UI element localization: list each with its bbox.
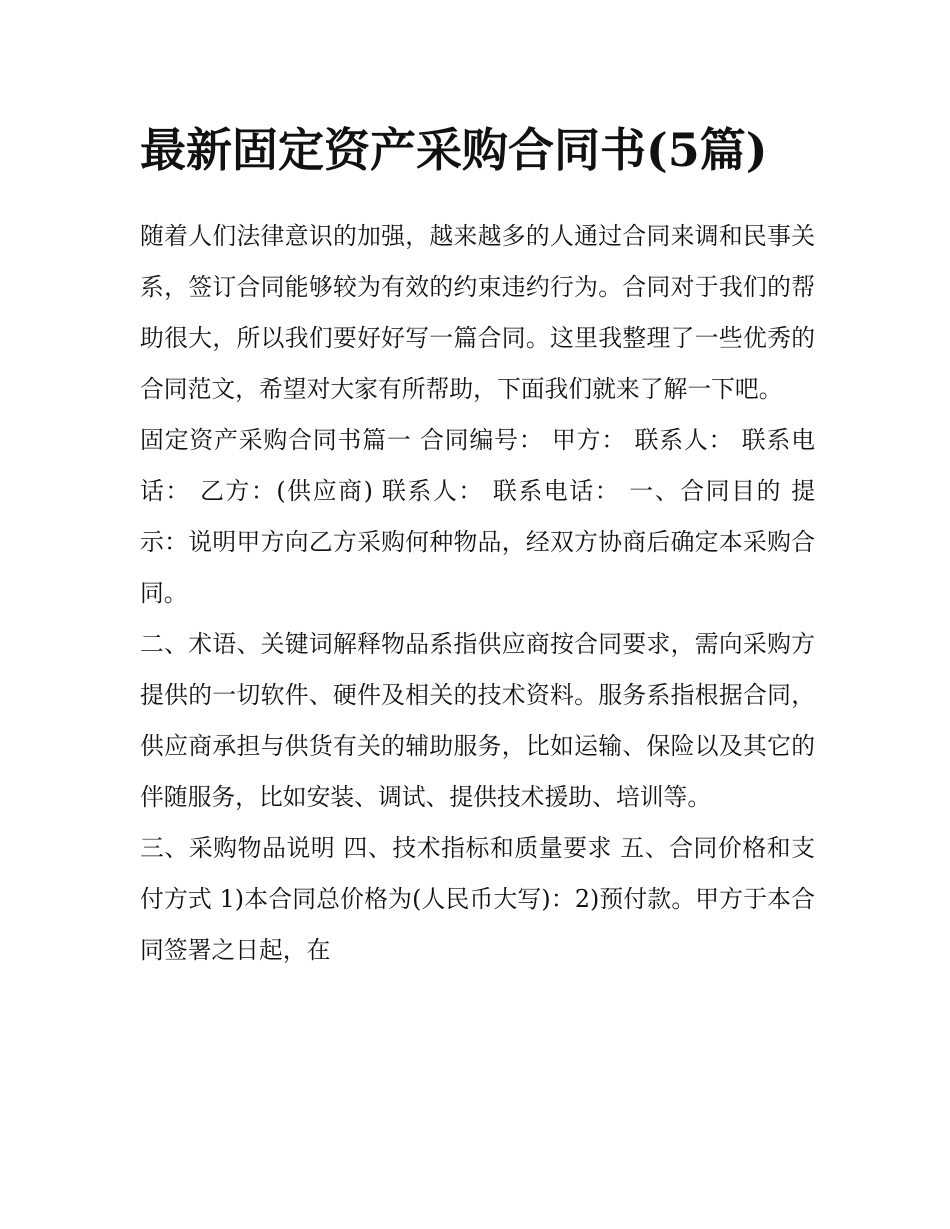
document-content <box>140 112 815 976</box>
intro-paragraph: 随着人们法律意识的加强，越来越多的人通过合同来调和民事关系，签订合同能够较为有效的约束违约行为。合同对于我们的帮助很大，所以我们要好好写一篇合同。这里我整理了一些优秀的合同范文，希望对大家有所帮助，下面我们就来了解一下吧。 <box>140 222 815 403</box>
contract-header-paragraph: 固定资产采购合同书篇一 合同编号： 甲方： 联系人： 联系电话： 乙方：(供应商) 联系人： 联系电话： 一、合同目的 提示：说明甲方向乙方采购何种物品，经双方协商后确定本采购合同。 <box>140 426 815 607</box>
price-payment-paragraph: 三、采购物品说明 四、技术指标和质量要求 五、合同价格和支付方式 1)本合同总价格为(人民币大写)：2)预付款。甲方于本合同签署之日起，在 <box>140 834 815 964</box>
terms-paragraph: 二、术语、关键词解释物品系指供应商按合同要求，需向采购方提供的一切软件、硬件及相关的技术资料。服务系指根据合同，供应商承担与供货有关的辅助服务，比如运输、保险以及其它的伴随服务，比如安装、调试、提供技术援助、培训等。 <box>140 630 815 811</box>
document-title: 最新固定资产采购合同书(5篇) <box>140 123 768 177</box>
